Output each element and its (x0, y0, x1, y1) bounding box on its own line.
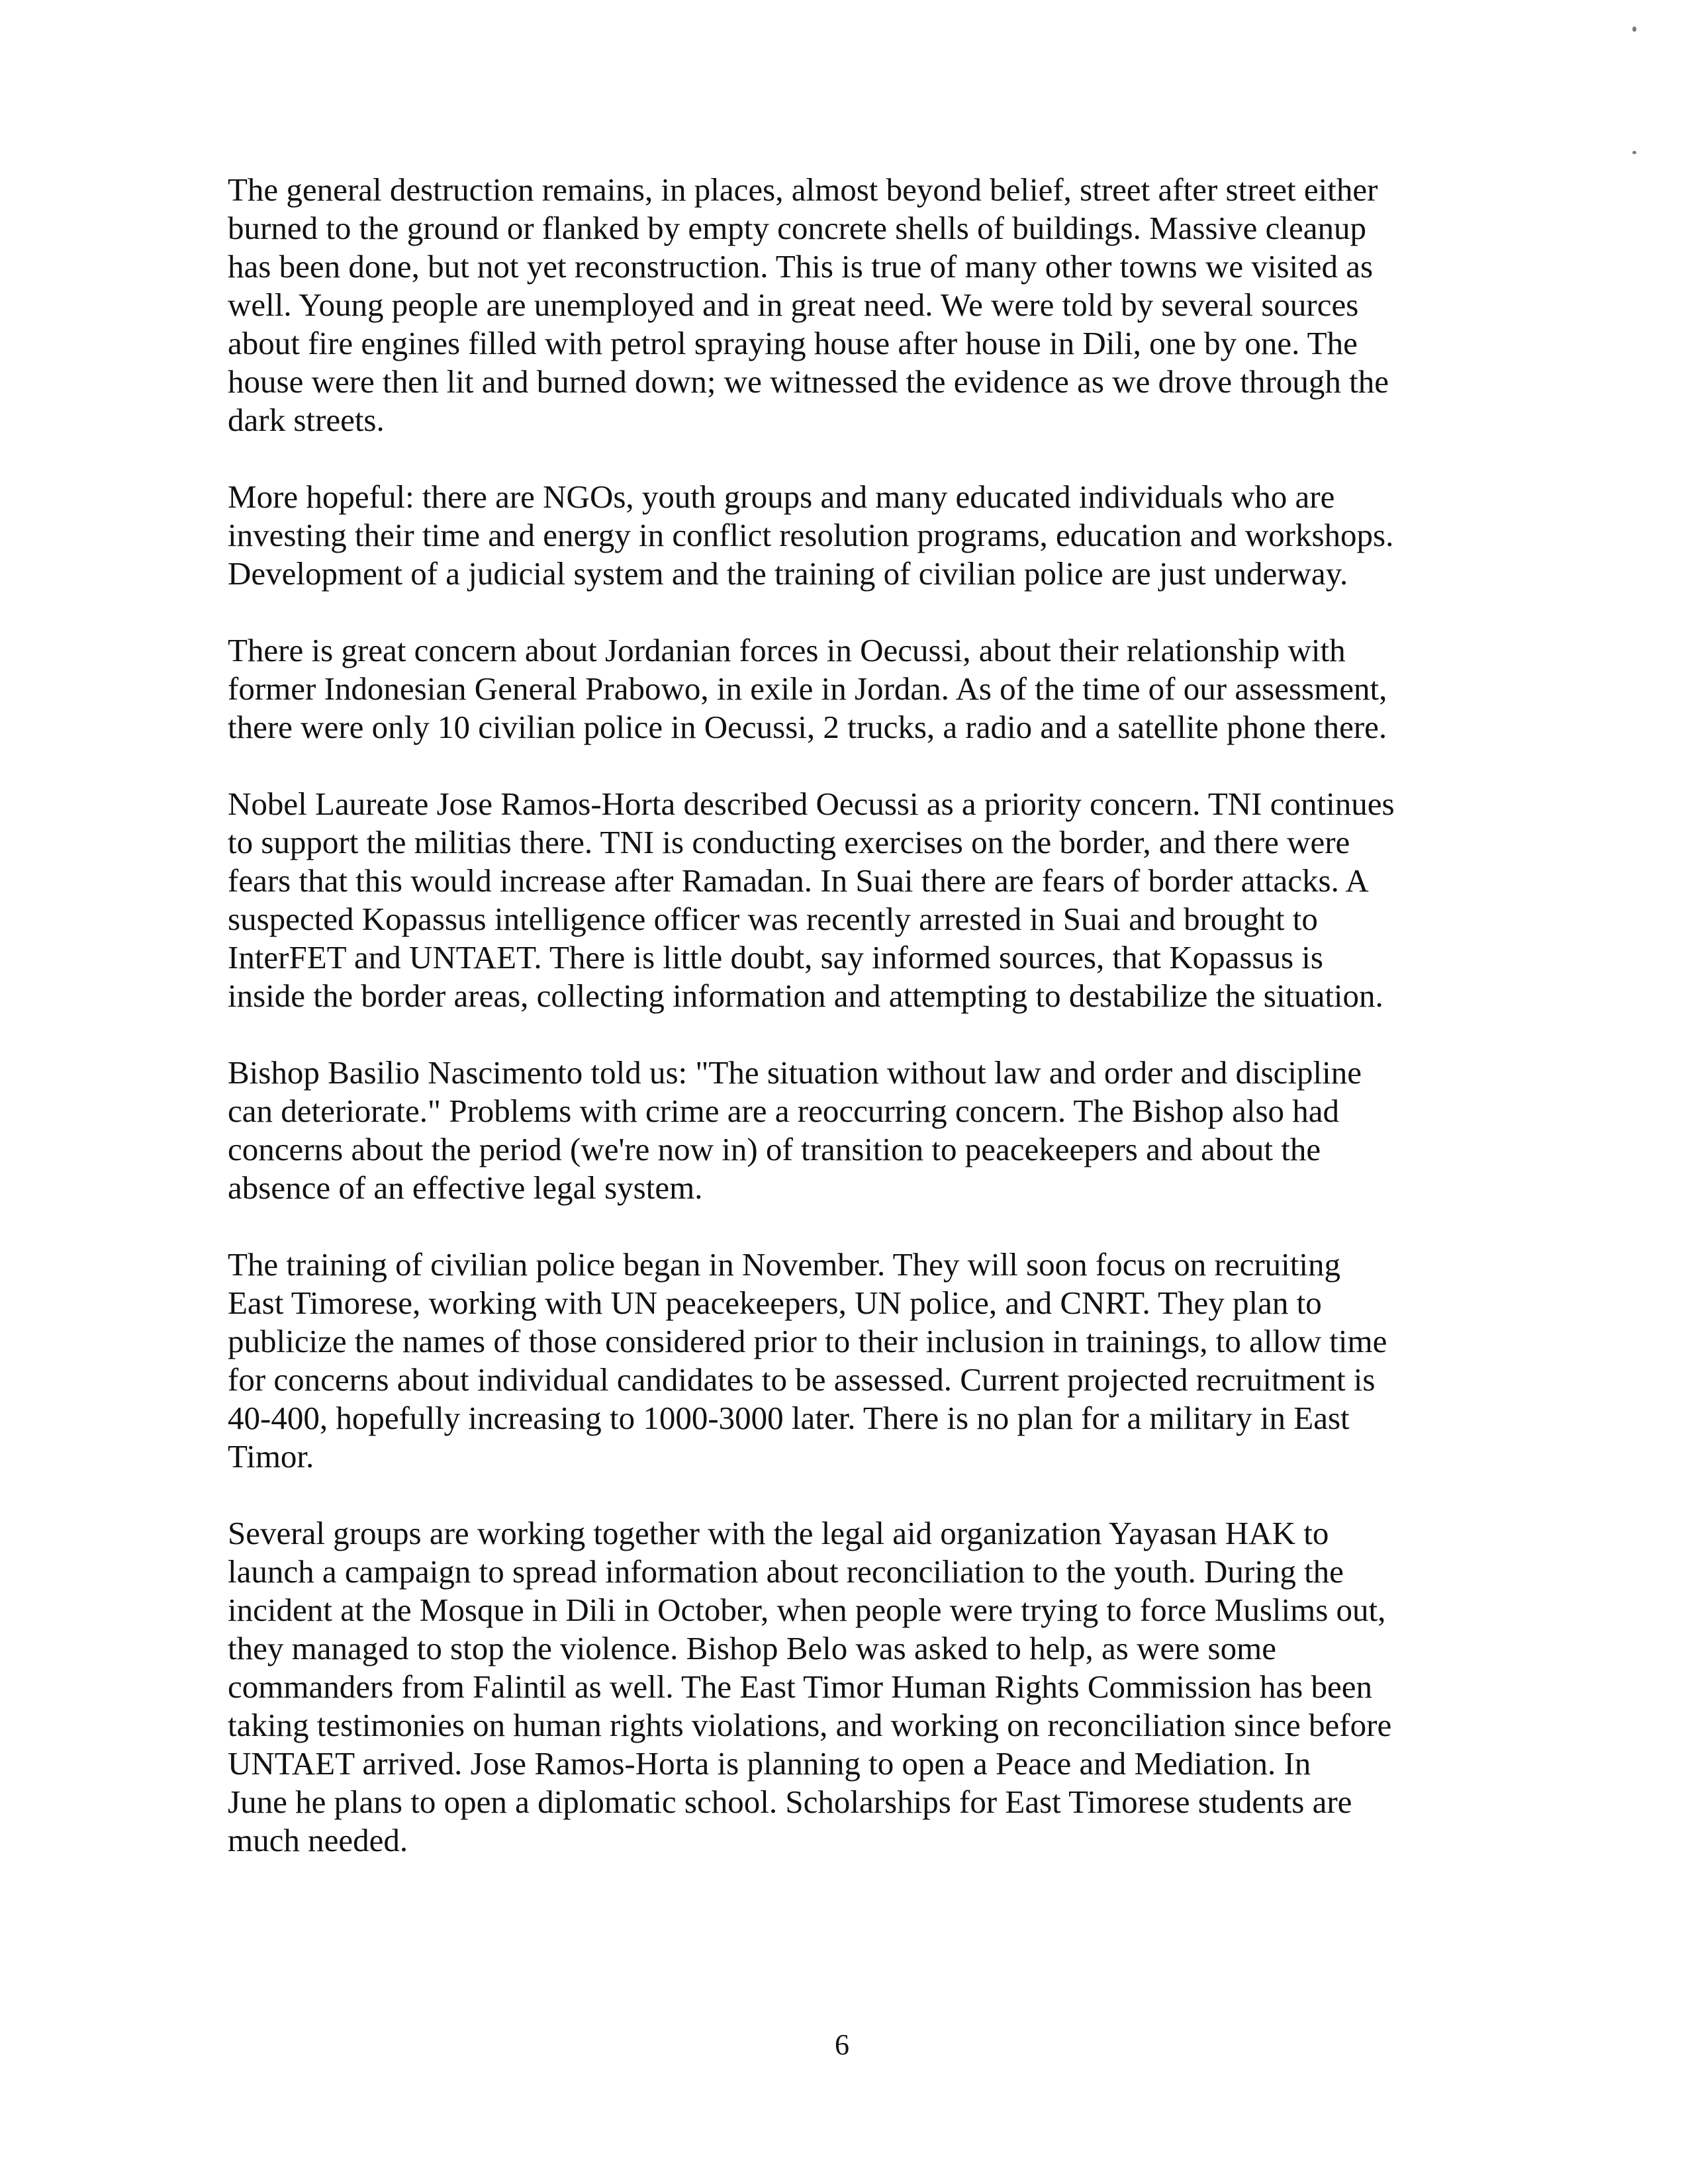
paragraph-civilian-police: The training of civilian police began in November. They will soon focus on recruiting East Timorese, working with UN peacekeepers, UN police, and CNRT. They plan to publicize the names of those considered prior to their inclusion in trainings, to allow time for concerns about individual candidates to be assessed. Current projected recruitment is 40-400, hopefully increasing to 1000-3000 later. There is no plan for a military in East Timor. (228, 1246, 1387, 1475)
document-body (228, 171, 1512, 1898)
paragraph-ramos-horta: Nobel Laureate Jose Ramos-Horta described Oecussi as a priority concern. TNI continues to support the militias there. TNI is conducting exercises on the border, and there were fears that this would increase after Ramadan. In Suai there are fears of border attacks. A suspected Kopassus intelligence officer was recently arrested in Suai and brought to InterFET and UNTAET. There is little doubt, say informed sources, that Kopassus is inside the border areas, collecting information and attempting to destabilize the situation. (228, 786, 1395, 1014)
scan-speck (1632, 151, 1636, 154)
scan-speck (1632, 26, 1636, 32)
paragraph-oecussi-concern: There is great concern about Jordanian forces in Oecussi, about their relationship with former Indonesian General Prabowo, in exile in Jordan. As of the time of our assessment, there were only 10 civilian police in Oecussi, 2 trucks, a radio and a satellite phone there. (228, 632, 1387, 745)
paragraph-hopeful: More hopeful: there are NGOs, youth groups and many educated individuals who are investing their time and energy in conflict resolution programs, education and workshops. Development of a judicial system and the training of civilian police are just underway. (228, 478, 1394, 592)
paragraph-destruction: The general destruction remains, in places, almost beyond belief, street after street either burned to the ground or flanked by empty concrete shells of buildings. Massive cleanup has been done, but not yet reconstruction. This is true of many other towns we visited as well. Young people are unemployed and in great need. We were told by several sources about fire engines filled with petrol spraying house after house in Dili, one by one. The house were then lit and burned down; we witnessed the evidence as we drove through the dark streets. (228, 171, 1389, 438)
page-number: 6 (835, 2028, 849, 2061)
paragraph-reconciliation: Several groups are working together with the legal aid organization Yayasan HAK to launch a campaign to spread information about reconciliation to the youth. During the incident at the Mosque in Dili in October, when people were trying to force Muslims out, they managed to stop the violence. Bishop Belo was asked to help, as were some commanders from Falintil as well. The East Timor Human Rights Commission has been taking testimonies on human rights violations, and working on reconciliation since before UNTAET arrived. Jose Ramos-Horta is planning to open a Peace and Mediation. In June he plans to open a diplomatic school. Scholarships for East Timorese students are much needed. (228, 1515, 1392, 1858)
paragraph-bishop-nascimento: Bishop Basilio Nascimento told us: "The situation without law and order and discipline can deteriorate." Problems with crime are a reoccurring concern. The Bishop also had concerns about the period (we're now in) of transition to peacekeepers and about the absence of an effective legal system. (228, 1054, 1362, 1206)
